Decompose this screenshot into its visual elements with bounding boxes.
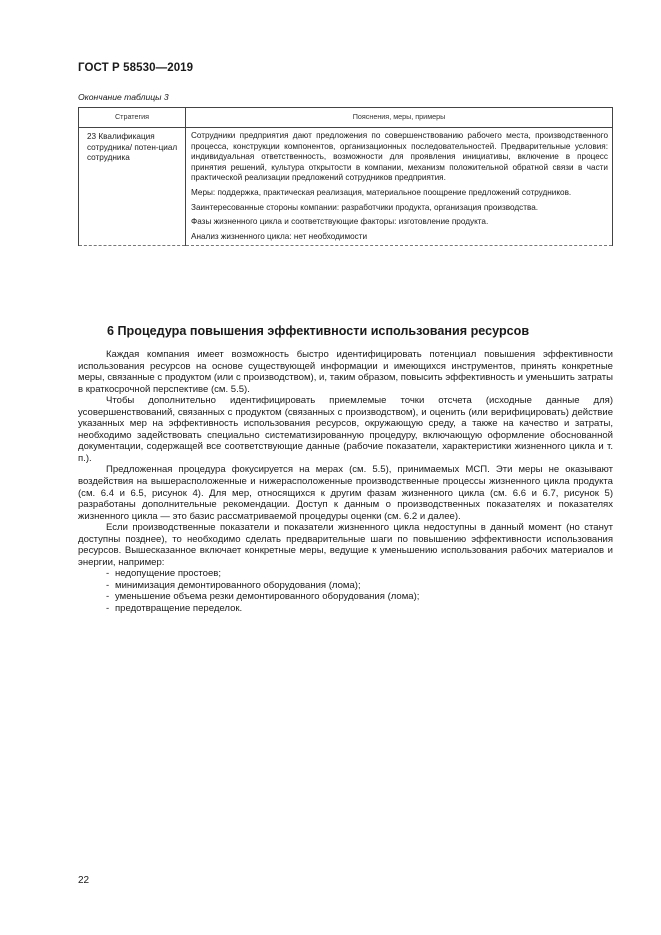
table-caption: Окончание таблицы 3 xyxy=(78,92,169,102)
list-item-text: недопущение простоев; xyxy=(115,568,221,580)
list-marker: - xyxy=(106,591,110,603)
explanation-paragraph: Сотрудники предприятия дают предложения по совершенствованию рабочего места, производственного процесса, конструкции компонентов, организационных последовательностей. Предварительные условия: индивидуальная ответственность, возможности для проявления инициативы, включение в процесс принятия решений, культура открытости в компании, механизм положительной обратной связи в части практической реализации предложений сотрудников предприятия. xyxy=(191,131,608,183)
list-item xyxy=(78,580,613,592)
list-item xyxy=(78,568,613,580)
column-header-explanations: Пояснения, меры, примеры xyxy=(186,108,613,128)
section-body xyxy=(78,349,613,615)
strategy-table xyxy=(78,107,613,246)
table-header-row xyxy=(79,108,613,128)
body-paragraph: Каждая компания имеет возможность быстро идентифицировать потенциал повышения эффективности использования ресурсов на основе существующей информации и имеющихся инструментов, принять конкретные меры, связанные с продуктом (или с производством), и, таким образом, повысить эффективность и уменьшить затраты в краткосрочной перспективе (см. 5.5). xyxy=(78,349,613,395)
list-marker: - xyxy=(106,568,110,580)
explanation-cell xyxy=(186,128,613,246)
explanation-paragraph: Заинтересованные стороны компании: разработчики продукта, организация производства. xyxy=(191,202,539,212)
body-paragraph: Предложенная процедура фокусируется на мерах (см. 5.5), принимаемых МСП. Эти меры не оказывают воздействия на вышерасположенные и нижерасположенные производственные процессы жизненного цикла продукта (см. 6.4 и 6.5, рисунок 4). Для мер, относящихся к другим фазам жизненного цикла (см. 6.6 и 6.7, рисунок 5) разработаны дополнительные рекомендации. Доступ к данным о производственных показателях и показателях жизненного цикла — это базис рассматриваемой процедуры оценки (см. 6.2 и далее). xyxy=(78,464,613,522)
explanation-paragraph: Меры: поддержка, практическая реализация, материальное поощрение предложений сотрудников. xyxy=(191,187,572,197)
column-header-strategy: Стратегия xyxy=(79,108,186,128)
list-item-text: уменьшение объема резки демонтированного оборудования (лома); xyxy=(115,591,420,603)
list-item xyxy=(78,603,613,615)
list-marker: - xyxy=(106,603,110,615)
table-row xyxy=(79,128,613,246)
section-title: 6 Процедура повышения эффективности использования ресурсов xyxy=(107,324,530,338)
list-item-text: предотвращение переделок. xyxy=(115,603,243,615)
list-item xyxy=(78,591,613,603)
strategy-cell: 23 Квалификация сотрудника/ потен-циал сотрудника xyxy=(79,128,186,246)
document-id-header: ГОСТ Р 58530—2019 xyxy=(78,62,194,74)
page-number: 22 xyxy=(78,875,90,886)
body-paragraph: Если производственные показатели и показатели жизненного цикла недоступны в данный момент (но станут доступны позднее), то необходимо сделать предварительные шаги по повышению эффективности использования ресурсов. Вышесказанное включает конкретные меры, ведущие к уменьшению использования рабочих материалов и энергии, например: xyxy=(78,522,613,568)
list-marker: - xyxy=(106,579,110,591)
explanation-paragraph: Анализ жизненного цикла: нет необходимости xyxy=(191,231,368,241)
body-paragraph: Чтобы дополнительно идентифицировать приемлемые точки отсчета (исходные данные для) усовершенствований, связанных с продуктом (связанных с производством), и оценить (или верифицировать) действие указанных мер на эффективность использования ресурсов, окружающую среду, а также на качество и затраты, необходимо задействовать специально систематизированную процедуру, включающую оформление обоснованной документации, содержащей все соответствующие данные (рабочие показатели, характеристики жизненного цикла и т. п.). xyxy=(78,395,613,464)
explanation-paragraph: Фазы жизненного цикла и соответствующие факторы: изготовление продукта. xyxy=(191,217,489,227)
list-item-text: минимизация демонтированного оборудования (лома); xyxy=(115,579,361,591)
measures-list xyxy=(78,568,613,614)
